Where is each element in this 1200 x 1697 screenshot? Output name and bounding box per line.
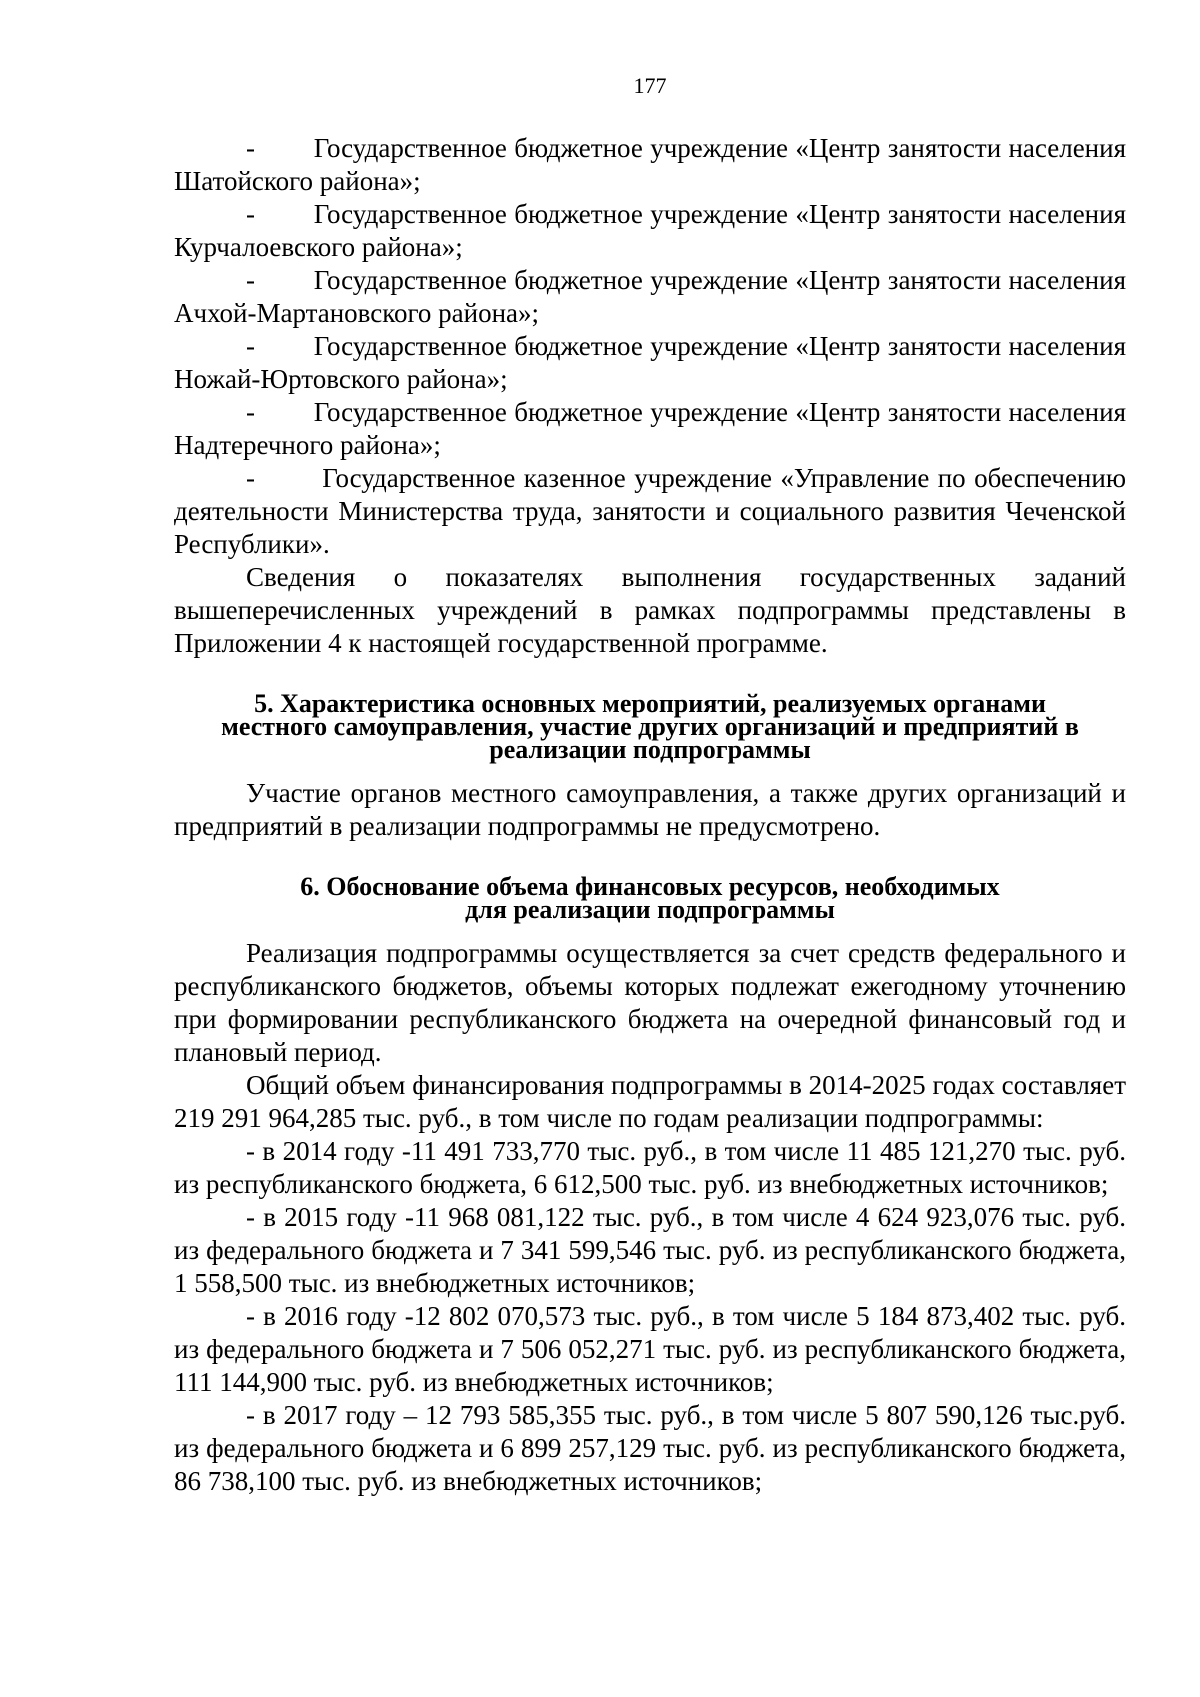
list-item: - Государственное бюджетное учреждение «Центр занятости населения Шатойского района»; bbox=[174, 133, 1126, 196]
section-5-title-line: местного самоуправления, участие других организаций и предприятий в bbox=[221, 712, 1079, 741]
section-5-heading bbox=[174, 689, 1126, 764]
section-5-title-line: 5. Характеристика основных мероприятий, реализуемых органами bbox=[254, 689, 1046, 718]
list-item: - Государственное бюджетное учреждение «Центр занятости населения Курчалоевского района»; bbox=[174, 199, 1126, 262]
funding-year-item: - в 2014 году -11 491 733,770 тыс. руб., в том числе 11 485 121,270 тыс. руб. из республиканского бюджета, 6 612,500 тыс. руб. из внебюджетных источников; bbox=[174, 1136, 1126, 1199]
section-6-title-line: 6. Обоснование объема финансовых ресурсов, необходимых bbox=[300, 872, 1000, 901]
section-6-heading bbox=[174, 872, 1126, 924]
funding-year-item: - в 2016 году -12 802 070,573 тыс. руб., в том числе 5 184 873,402 тыс. руб. из федерального бюджета и 7 506 052,271 тыс. руб. из республиканского бюджета, 111 144,900 тыс. руб. из внебюджетных источников; bbox=[174, 1301, 1126, 1397]
list-item: - Государственное бюджетное учреждение «Центр занятости населения Ачхой-Мартановского района»; bbox=[174, 265, 1126, 328]
list-item: - Государственное бюджетное учреждение «Центр занятости населения Ножай-Юртовского района»; bbox=[174, 331, 1126, 394]
list-item: - Государственное бюджетное учреждение «Центр занятости населения Надтеречного района»; bbox=[174, 397, 1126, 460]
section-5-paragraph: Участие органов местного самоуправления, а также других организаций и предприятий в реализации подпрограммы не предусмотрено. bbox=[174, 778, 1126, 841]
document-body bbox=[174, 132, 1126, 1498]
list-item: - Государственное казенное учреждение «Управление по обеспечению деятельности Министерства труда, занятости и социального развития Чеченской Республики». bbox=[174, 463, 1126, 559]
info-paragraph: Сведения о показателях выполнения государственных заданий вышеперечисленных учреждений в рамках подпрограммы представлены в Приложении 4 к настоящей государственной программе. bbox=[174, 562, 1126, 658]
page-number: 177 bbox=[633, 73, 667, 98]
section-5-title-line: реализации подпрограммы bbox=[489, 735, 811, 764]
section-6-paragraph: Общий объем финансирования подпрограммы в 2014-2025 годах составляет 219 291 964,285 тыс. руб., в том числе по годам реализации подпрограммы: bbox=[174, 1070, 1126, 1133]
section-6-title-line: для реализации подпрограммы bbox=[465, 895, 835, 924]
funding-year-item: - в 2017 году – 12 793 585,355 тыс. руб., в том числе 5 807 590,126 тыс.руб. из федерального бюджета и 6 899 257,129 тыс. руб. из республиканского бюджета, 86 738,100 тыс. руб. из внебюджетных источников; bbox=[174, 1400, 1126, 1496]
section-6-paragraph: Реализация подпрограммы осуществляется за счет средств федерального и республиканского бюджетов, объемы которых подлежат ежегодному уточнению при формировании республиканского бюджета на очередной финансовый год и плановый период. bbox=[174, 938, 1126, 1067]
funding-year-item: - в 2015 году -11 968 081,122 тыс. руб., в том числе 4 624 923,076 тыс. руб. из федерального бюджета и 7 341 599,546 тыс. руб. из республиканского бюджета, 1 558,500 тыс. из внебюджетных источников; bbox=[174, 1202, 1126, 1298]
